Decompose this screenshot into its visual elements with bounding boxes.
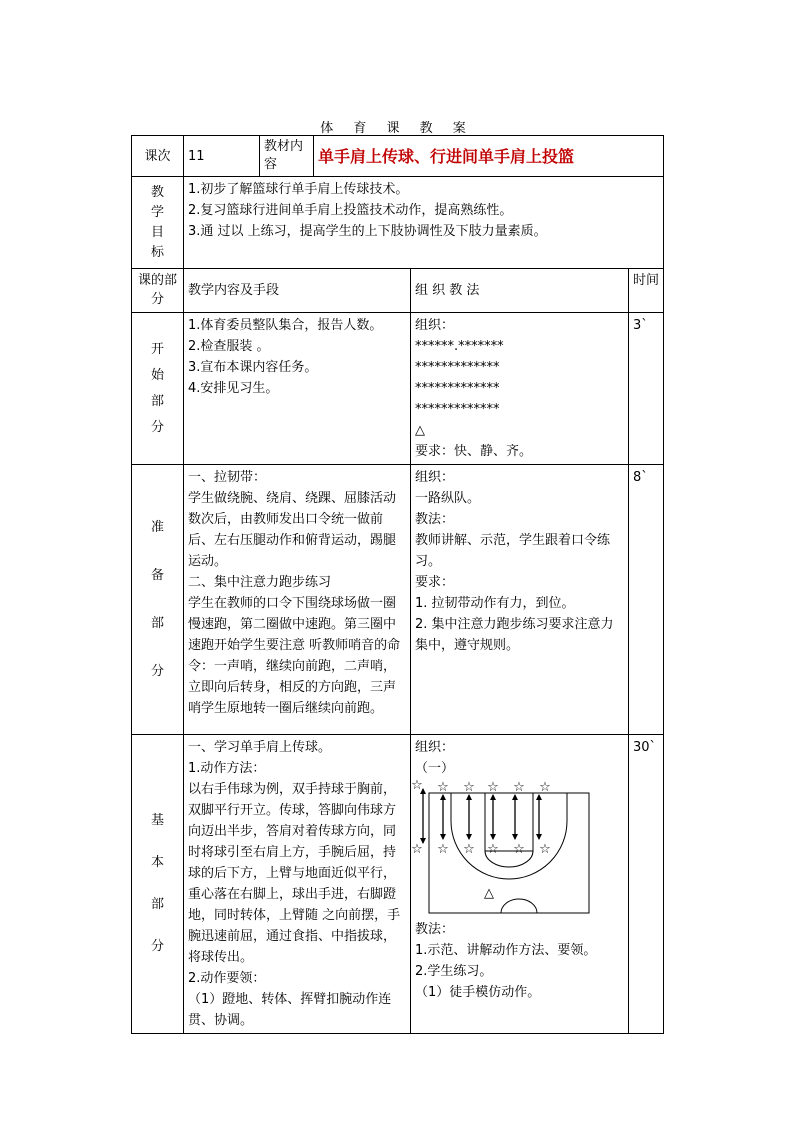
org-line: ******.******* bbox=[415, 339, 504, 354]
org-line: （一） bbox=[415, 761, 455, 776]
section-time: 30` bbox=[629, 735, 664, 1034]
section-prep bbox=[132, 465, 664, 735]
org-line: 教法： bbox=[415, 512, 455, 527]
section-name bbox=[132, 465, 184, 735]
section-name bbox=[132, 313, 184, 465]
org-line: 要求：快、静、齐。 bbox=[415, 444, 533, 459]
star: ☆ bbox=[437, 842, 449, 857]
material-content: 单手肩上传球、行进间单手肩上投篮 bbox=[314, 136, 664, 177]
section-time: 8` bbox=[629, 465, 664, 735]
section-name-text: 准备部分 bbox=[150, 519, 164, 679]
org-line: 要求： bbox=[415, 575, 455, 590]
section-org bbox=[411, 313, 629, 465]
goal-item: 3.通 过以 上练习，提高学生的上下肢协调性及下肢力量素质。 bbox=[188, 224, 547, 239]
content-line: 二、集中注意力跑步练习 bbox=[188, 575, 332, 590]
content-line: 学生做绕腕、绕肩、绕踝、屈膝活动数次后，由教师发出口令统一做前后、左右压腿动作和俯背运动，踢腿运动。 bbox=[188, 491, 397, 569]
section-content bbox=[184, 735, 411, 1034]
org-line: ************* bbox=[415, 360, 500, 375]
org-line: 2.学生练习。 bbox=[415, 964, 493, 979]
court-boundary bbox=[429, 793, 589, 913]
section-content bbox=[184, 465, 411, 735]
goal-item: 1.初步了解篮球行单手肩上传球技术。 bbox=[188, 182, 409, 197]
org-line: 组织： bbox=[415, 740, 455, 755]
org-line: 2. 集中注意力跑步练习要求注意力集中，遵守规则。 bbox=[415, 617, 614, 653]
teacher-triangle: △ bbox=[415, 423, 425, 438]
content-line: 学生在教师的口令下围绕球场做一圈慢速跑，第二圈做中速跑。第三圈中速跑开始学生要注意 听教师哨音的命令：一声哨，继续向前跑，二声哨，立即向后转身，相反的方向跑，三声哨学生原地转一圈后继续向前跑。 bbox=[188, 596, 401, 716]
content-line: 1.体育委员整队集合，报告人数。 bbox=[188, 318, 383, 333]
content-line: 2.检查服装 。 bbox=[188, 339, 270, 354]
section-basic bbox=[132, 735, 664, 1034]
org-line: ************* bbox=[415, 381, 500, 396]
section-name bbox=[132, 735, 184, 1034]
org-line: 组织： bbox=[415, 318, 455, 333]
org-line: 1.示范、讲解动作方法、要领。 bbox=[415, 943, 597, 958]
goal-item: 2.复习篮球行进间单手肩上投篮技术动作，提高熟练性。 bbox=[188, 203, 513, 218]
content-line: 2.动作要领： bbox=[188, 971, 266, 986]
content-line: 一、学习单手肩上传球。 bbox=[188, 740, 332, 755]
star: ☆ bbox=[487, 780, 499, 795]
star: ☆ bbox=[437, 780, 449, 795]
section-org bbox=[411, 735, 629, 1034]
star: ☆ bbox=[513, 842, 525, 857]
student-stars bbox=[411, 778, 551, 901]
teacher-triangle: △ bbox=[484, 886, 494, 901]
goals-label bbox=[132, 177, 184, 269]
pass-arrows bbox=[423, 789, 539, 843]
star: ☆ bbox=[487, 842, 499, 857]
center-circle bbox=[501, 899, 537, 913]
star: ☆ bbox=[411, 842, 423, 857]
star: ☆ bbox=[463, 842, 475, 857]
section-name-text: 开始部分 bbox=[150, 341, 164, 435]
star: ☆ bbox=[539, 780, 551, 795]
document-title: 体 育 课 教 案 bbox=[320, 121, 474, 136]
content-line: （1）蹬地、转体、挥臂扣腕动作连贯、协调。 bbox=[188, 992, 392, 1028]
col-part: 课的部分 bbox=[132, 269, 184, 313]
arrow-heads bbox=[420, 788, 542, 844]
content-line: 3.宣布本课内容任务。 bbox=[188, 360, 318, 375]
section-name-text: 基本部分 bbox=[150, 813, 164, 954]
org-line: 组织： bbox=[415, 470, 455, 485]
org-line: 教法： bbox=[415, 922, 455, 937]
col-time: 时间 bbox=[629, 269, 664, 313]
section-time: 3` bbox=[629, 313, 664, 465]
header-row bbox=[132, 136, 664, 177]
court-diagram bbox=[411, 778, 593, 919]
org-line: （1）徒手模仿动作。 bbox=[415, 985, 541, 1000]
column-header-row bbox=[132, 269, 664, 313]
content-line: 一、拉韧带： bbox=[188, 470, 267, 485]
lesson-label: 课次 bbox=[132, 136, 184, 177]
goals-content bbox=[184, 177, 664, 269]
goals-row bbox=[132, 177, 664, 269]
star: ☆ bbox=[463, 780, 475, 795]
section-start bbox=[132, 313, 664, 465]
material-label: 教材内容 bbox=[260, 136, 314, 177]
content-line: 以右手伟球为例，双手持球于胸前，双脚平行开立。传球，答脚向伟球方向迈出半步，答肩对着传球方向，同时将球引至右肩上方，手腕后屈，持球的后下方，上臂与地面近似平行，重心落在右脚上，球出手进，右脚蹬地，同时转体，上臂随 之向前摆，手腕迅速前屈，通过食指、中指拔球，将球传出。 bbox=[188, 782, 401, 965]
org-line: ************* bbox=[415, 402, 500, 417]
org-line: 一路纵队。 bbox=[415, 491, 481, 506]
goals-label-text: 教学目标 bbox=[150, 184, 164, 260]
star: ☆ bbox=[411, 778, 423, 793]
org-line: 1. 拉韧带动作有力，到位。 bbox=[415, 596, 575, 611]
lesson-plan-table bbox=[131, 135, 664, 1034]
content-line: 4.安排见习生。 bbox=[188, 381, 279, 396]
content-line: 1.动作方法： bbox=[188, 761, 266, 776]
lesson-number: 11 bbox=[184, 136, 260, 177]
col-org: 组 织 教 法 bbox=[411, 269, 629, 313]
col-content: 教学内容及手段 bbox=[184, 269, 411, 313]
star: ☆ bbox=[513, 780, 525, 795]
org-line: 教师讲解、示范，学生跟着口令练习。 bbox=[415, 533, 611, 569]
section-org bbox=[411, 465, 629, 735]
star: ☆ bbox=[539, 842, 551, 857]
section-content bbox=[184, 313, 411, 465]
